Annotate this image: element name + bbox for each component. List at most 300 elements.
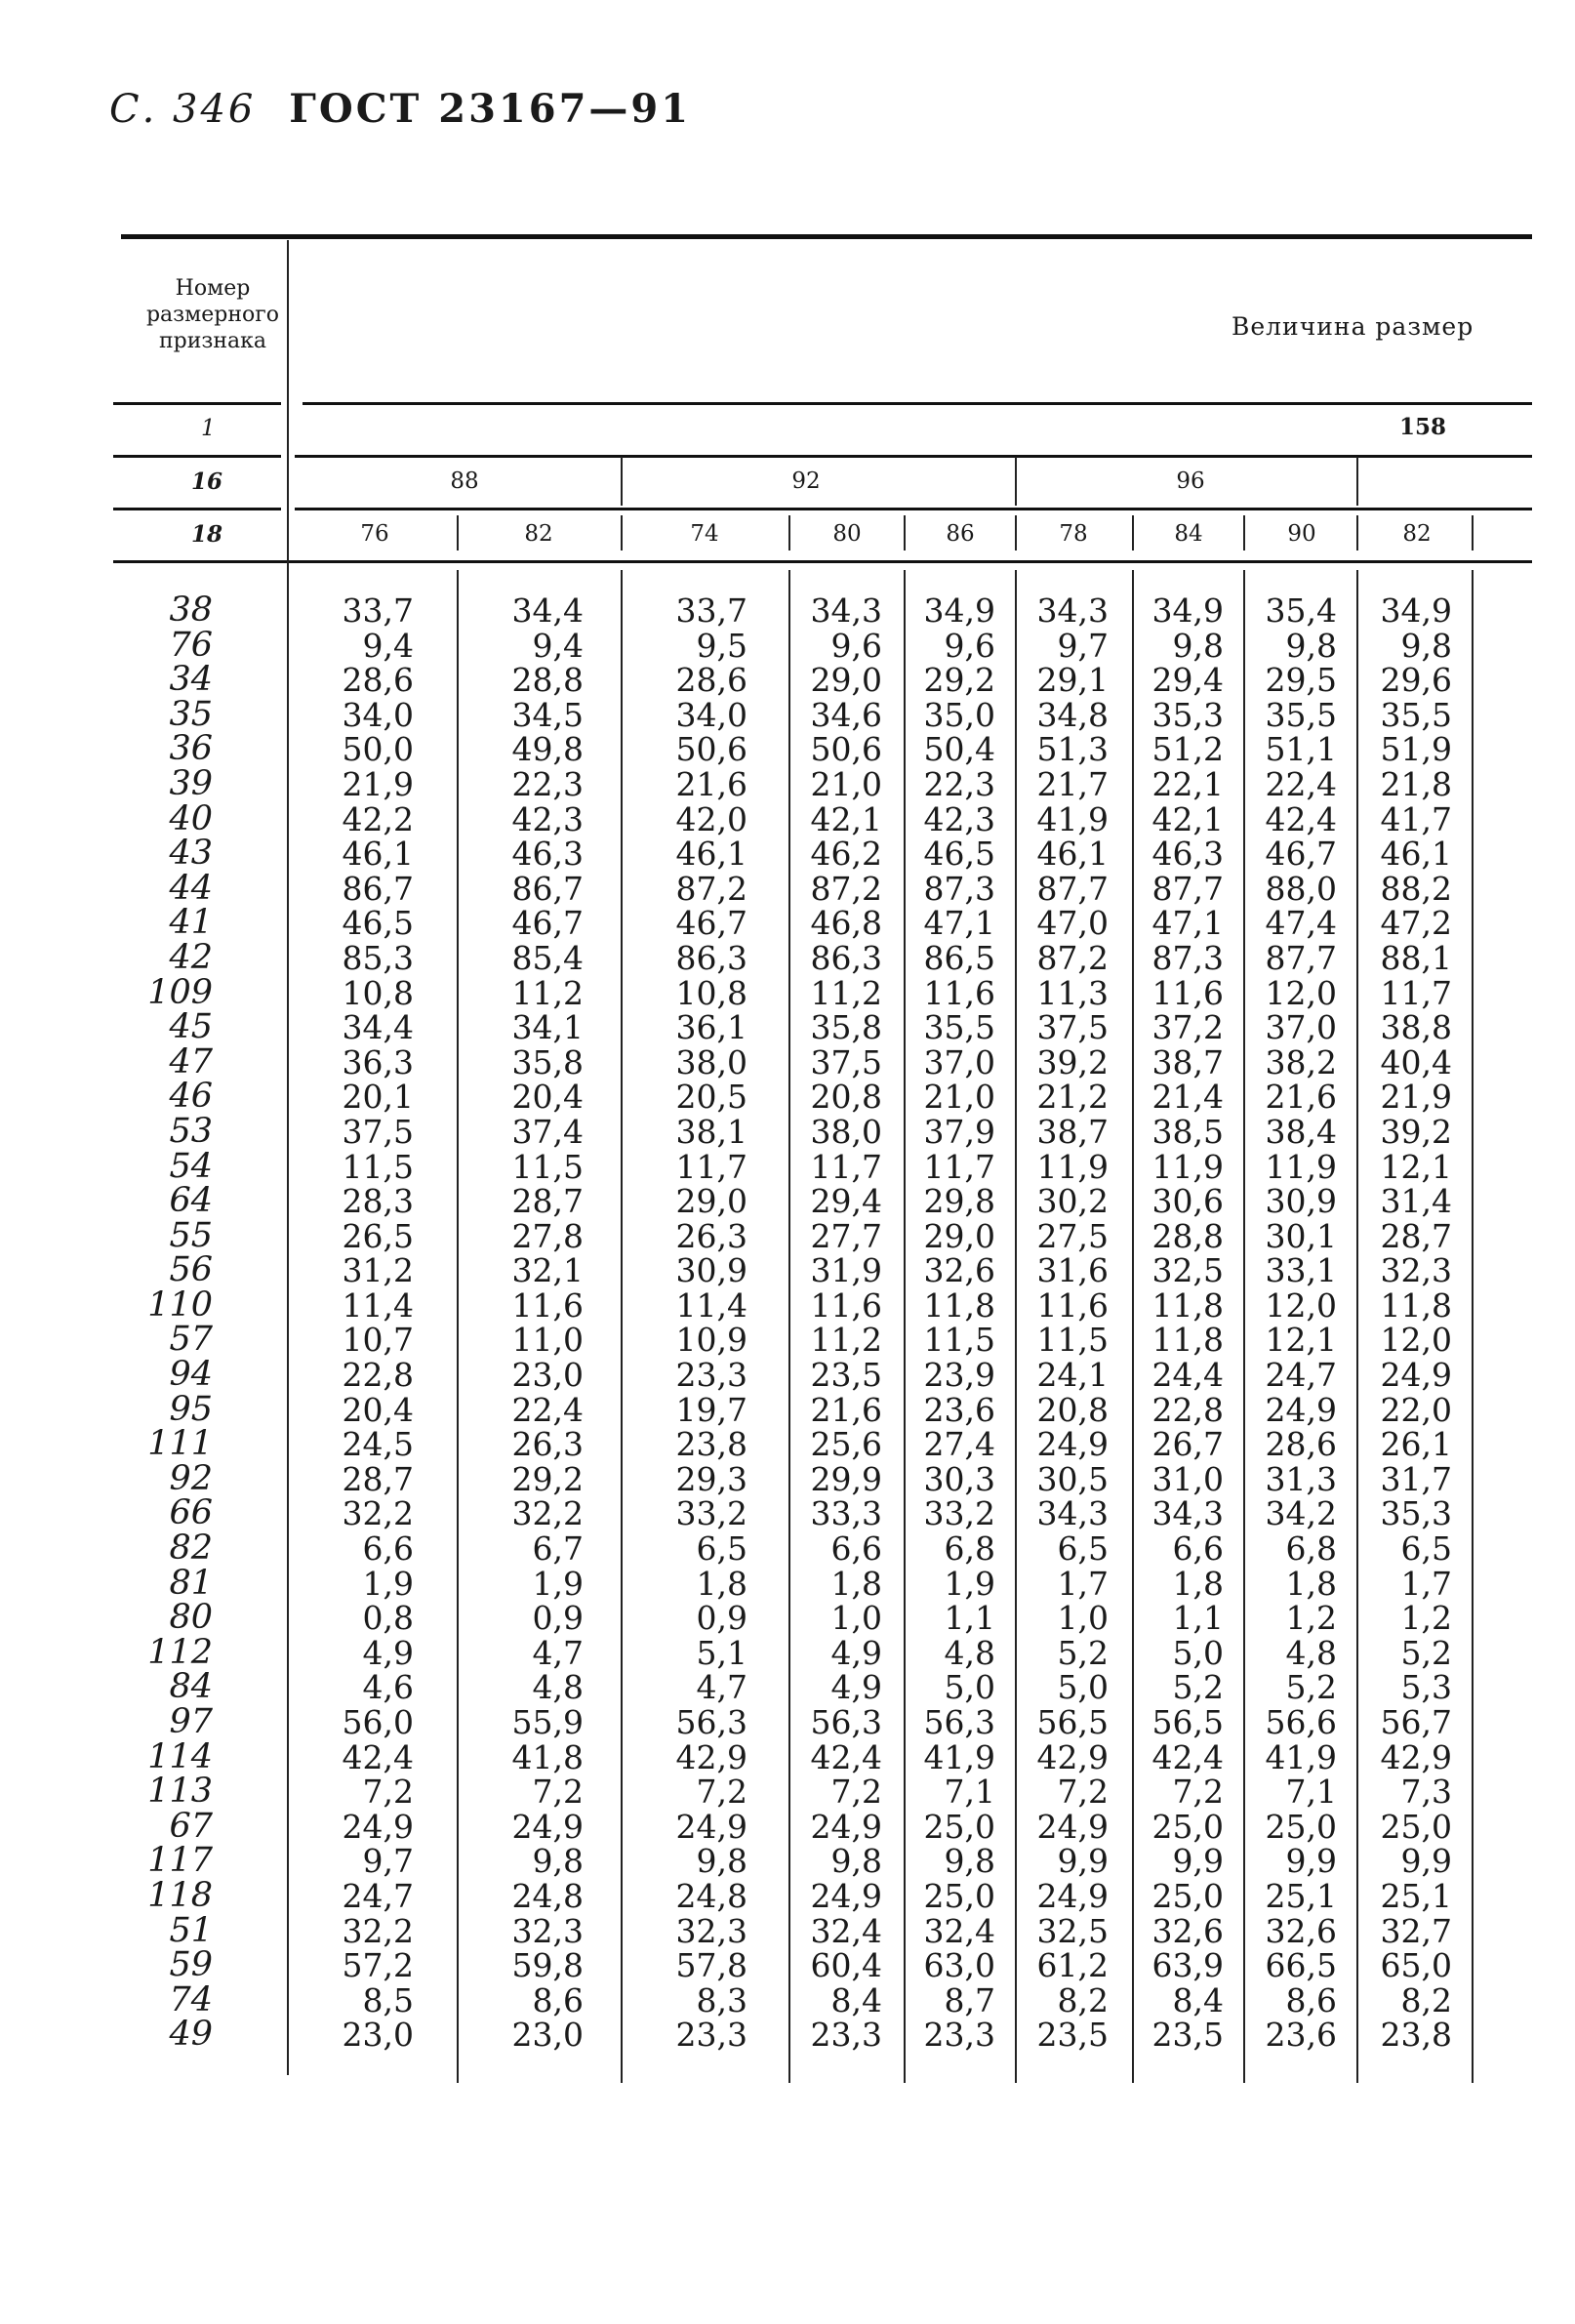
table-cell: 10,8 bbox=[342, 973, 414, 1012]
row18-label: 18 bbox=[191, 521, 223, 548]
vrule-b9 bbox=[1472, 570, 1474, 2083]
standard-code: ГОСТ 23167—91 bbox=[289, 86, 692, 132]
table-cell: 34,9 bbox=[1151, 591, 1224, 630]
table-cell: 9,9 bbox=[1172, 1842, 1224, 1881]
table-cell: 46,8 bbox=[810, 904, 882, 943]
table-cell: 46,2 bbox=[810, 835, 882, 874]
table-cell: 22,8 bbox=[1151, 1390, 1224, 1429]
row-number: 76 bbox=[169, 625, 213, 665]
table-cell: 5,2 bbox=[1057, 1633, 1109, 1672]
table-cell: 23,8 bbox=[1380, 2016, 1452, 2055]
table-cell: 24,5 bbox=[342, 1425, 414, 1464]
table-cell: 7,2 bbox=[532, 1773, 584, 1812]
table-cell: 6,5 bbox=[1057, 1529, 1109, 1569]
row-number: 66 bbox=[169, 1493, 213, 1533]
row-number: 38 bbox=[169, 591, 213, 630]
vrule-h1 bbox=[457, 515, 459, 550]
table-cell: 56,7 bbox=[1380, 1703, 1452, 1741]
table-cell: 4,9 bbox=[830, 1633, 882, 1672]
vrule-h8 bbox=[1356, 515, 1358, 550]
table-cell: 37,2 bbox=[1151, 1008, 1224, 1047]
table-cell: 42,1 bbox=[810, 799, 882, 838]
row1-label: 1 bbox=[201, 416, 216, 441]
table-cell: 9,8 bbox=[696, 1842, 747, 1881]
table-cell: 23,0 bbox=[511, 1356, 584, 1395]
vrule-h3 bbox=[788, 515, 790, 550]
table-cell: 22,1 bbox=[1151, 764, 1224, 803]
row18-value-7: 84 bbox=[1174, 521, 1203, 547]
row-number: 40 bbox=[169, 798, 213, 838]
table-cell: 60,4 bbox=[810, 1946, 882, 1985]
table-cell: 37,9 bbox=[923, 1112, 995, 1151]
table-cell: 21,9 bbox=[342, 764, 414, 803]
table-cell: 28,3 bbox=[342, 1182, 414, 1221]
table-cell: 11,0 bbox=[511, 1321, 584, 1360]
vrule-h5 bbox=[1015, 515, 1017, 550]
table-cell: 42,4 bbox=[342, 1737, 414, 1776]
table-cell: 32,6 bbox=[923, 1251, 995, 1290]
row-number: 109 bbox=[147, 972, 213, 1012]
table-cell: 9,8 bbox=[532, 1842, 584, 1881]
table-cell: 35,3 bbox=[1151, 695, 1224, 734]
table-cell: 25,0 bbox=[923, 1807, 995, 1846]
row-number: 81 bbox=[169, 1563, 213, 1603]
table-cell: 29,0 bbox=[675, 1182, 747, 1221]
row18-value-3: 74 bbox=[690, 521, 719, 547]
table-cell: 30,9 bbox=[675, 1251, 747, 1290]
table-cell: 35,0 bbox=[923, 695, 995, 734]
row-number: 35 bbox=[169, 694, 213, 734]
table-cell: 46,5 bbox=[923, 835, 995, 874]
table-cell: 35,5 bbox=[1265, 695, 1337, 734]
table-cell: 9,6 bbox=[830, 626, 882, 665]
table-cell: 29,2 bbox=[923, 661, 995, 700]
table-cell: 23,8 bbox=[675, 1425, 747, 1464]
table-cell: 51,2 bbox=[1151, 730, 1224, 769]
table-cell: 32,3 bbox=[1380, 1251, 1452, 1290]
vrule-h4 bbox=[904, 515, 906, 550]
table-cell: 39,2 bbox=[1036, 1042, 1109, 1081]
table-cell: 42,9 bbox=[675, 1737, 747, 1776]
table-cell: 12,1 bbox=[1265, 1321, 1337, 1360]
table-cell: 24,9 bbox=[675, 1807, 747, 1846]
table-cell: 37,5 bbox=[1036, 1008, 1109, 1047]
table-cell: 86,3 bbox=[810, 938, 882, 977]
row-number: 112 bbox=[147, 1632, 213, 1672]
rule-row16-right bbox=[295, 508, 1532, 510]
table-cell: 11,6 bbox=[1151, 973, 1224, 1012]
table-cell: 47,1 bbox=[1151, 904, 1224, 943]
rule-row1-right bbox=[295, 455, 1532, 458]
table-cell: 34,0 bbox=[675, 695, 747, 734]
table-cell: 24,9 bbox=[342, 1807, 414, 1846]
table-cell: 29,8 bbox=[923, 1182, 995, 1221]
table-cell: 47,4 bbox=[1265, 904, 1337, 943]
table-cell: 34,3 bbox=[1036, 591, 1109, 630]
table-cell: 40,4 bbox=[1380, 1042, 1452, 1081]
table-cell: 5,0 bbox=[1172, 1633, 1224, 1672]
table-cell: 21,7 bbox=[1036, 764, 1109, 803]
table-cell: 87,3 bbox=[1151, 938, 1224, 977]
table-cell: 6,6 bbox=[830, 1529, 882, 1569]
table-cell: 7,2 bbox=[1172, 1773, 1224, 1812]
table-cell: 33,2 bbox=[923, 1494, 995, 1533]
table-cell: 6,5 bbox=[696, 1529, 747, 1569]
row-number: 49 bbox=[169, 2015, 213, 2055]
table-cell: 88,1 bbox=[1380, 938, 1452, 977]
row-number: 57 bbox=[169, 1320, 213, 1360]
table-cell: 9,7 bbox=[1057, 626, 1109, 665]
table-cell: 1,9 bbox=[532, 1564, 584, 1603]
table-cell: 11,5 bbox=[342, 1147, 414, 1186]
table-cell: 27,5 bbox=[1036, 1216, 1109, 1255]
table-cell: 38,8 bbox=[1380, 1008, 1452, 1047]
table-cell: 50,6 bbox=[675, 730, 747, 769]
table-cell: 1,2 bbox=[1400, 1599, 1452, 1638]
table-cell: 28,8 bbox=[511, 661, 584, 700]
table-cell: 24,8 bbox=[675, 1876, 747, 1915]
table-cell: 11,6 bbox=[1036, 1285, 1109, 1325]
table-cell: 42,0 bbox=[675, 799, 747, 838]
table-cell: 23,3 bbox=[675, 1356, 747, 1395]
table-cell: 38,2 bbox=[1265, 1042, 1337, 1081]
row-number: 80 bbox=[169, 1598, 213, 1638]
table-cell: 11,2 bbox=[810, 1321, 882, 1360]
table-cell: 23,3 bbox=[810, 2016, 882, 2055]
table-cell: 7,1 bbox=[1285, 1773, 1337, 1812]
data-column-9 bbox=[1354, 593, 1452, 2053]
rule-row18 bbox=[113, 560, 1532, 563]
table-cell: 33,1 bbox=[1265, 1251, 1337, 1290]
table-cell: 11,5 bbox=[511, 1147, 584, 1186]
rule-row1-left bbox=[113, 455, 281, 458]
row16-value-1: 88 bbox=[450, 469, 479, 494]
table-cell: 11,9 bbox=[1151, 1147, 1224, 1186]
table-cell: 87,2 bbox=[675, 869, 747, 908]
table-cell: 34,8 bbox=[1036, 695, 1109, 734]
table-cell: 11,2 bbox=[511, 973, 584, 1012]
row-number: 84 bbox=[169, 1667, 213, 1707]
table-cell: 9,9 bbox=[1400, 1842, 1452, 1881]
table-cell: 46,7 bbox=[1265, 835, 1337, 874]
table-cell: 6,8 bbox=[944, 1529, 995, 1569]
table-cell: 47,0 bbox=[1036, 904, 1109, 943]
table-cell: 57,2 bbox=[342, 1946, 414, 1985]
table-cell: 20,5 bbox=[675, 1078, 747, 1117]
vrule-h7 bbox=[1243, 515, 1245, 550]
table-cell: 22,4 bbox=[1265, 764, 1337, 803]
table-cell: 24,1 bbox=[1036, 1356, 1109, 1395]
table-cell: 33,2 bbox=[675, 1494, 747, 1533]
row-number: 43 bbox=[169, 834, 213, 874]
row-number: 34 bbox=[169, 660, 213, 700]
row-number: 46 bbox=[169, 1077, 213, 1117]
table-cell: 46,1 bbox=[342, 835, 414, 874]
table-cell: 32,5 bbox=[1036, 1911, 1109, 1950]
table-cell: 36,3 bbox=[342, 1042, 414, 1081]
table-cell: 56,5 bbox=[1036, 1703, 1109, 1741]
table-cell: 28,6 bbox=[342, 661, 414, 700]
data-column-3 bbox=[650, 593, 747, 2053]
table-cell: 5,0 bbox=[1057, 1668, 1109, 1707]
table-cell: 30,5 bbox=[1036, 1459, 1109, 1498]
table-cell: 24,9 bbox=[1036, 1876, 1109, 1915]
table-cell: 24,9 bbox=[1036, 1807, 1109, 1846]
row1-value: 158 bbox=[1399, 414, 1447, 440]
table-cell: 21,2 bbox=[1036, 1078, 1109, 1117]
table-cell: 30,2 bbox=[1036, 1182, 1109, 1221]
row-number: 39 bbox=[169, 763, 213, 803]
table-cell: 32,2 bbox=[342, 1911, 414, 1950]
table-cell: 11,4 bbox=[342, 1285, 414, 1325]
data-column-1 bbox=[316, 593, 414, 2053]
table-cell: 29,3 bbox=[675, 1459, 747, 1498]
table-cell: 19,7 bbox=[675, 1390, 747, 1429]
table-cell: 24,8 bbox=[511, 1876, 584, 1915]
table-cell: 9,8 bbox=[830, 1842, 882, 1881]
table-cell: 9,9 bbox=[1285, 1842, 1337, 1881]
table-cell: 5,1 bbox=[696, 1633, 747, 1672]
table-cell: 32,2 bbox=[511, 1494, 584, 1533]
row18-value-2: 82 bbox=[524, 521, 553, 547]
table-cell: 11,8 bbox=[1380, 1285, 1452, 1325]
table-cell: 23,6 bbox=[1265, 2016, 1337, 2055]
table-cell: 88,2 bbox=[1380, 869, 1452, 908]
table-cell: 42,9 bbox=[1380, 1737, 1452, 1776]
table-cell: 38,1 bbox=[675, 1112, 747, 1151]
table-cell: 11,7 bbox=[1380, 973, 1452, 1012]
table-cell: 86,3 bbox=[675, 938, 747, 977]
table-cell: 4,7 bbox=[532, 1633, 584, 1672]
row-number: 94 bbox=[169, 1355, 213, 1395]
row-header-label: Номер размерного признака bbox=[145, 276, 280, 353]
table-cell: 47,2 bbox=[1380, 904, 1452, 943]
table-cell: 9,4 bbox=[532, 626, 584, 665]
table-cell: 85,3 bbox=[342, 938, 414, 977]
table-cell: 29,4 bbox=[1151, 661, 1224, 700]
table-cell: 34,5 bbox=[511, 695, 584, 734]
row16-value-2: 92 bbox=[791, 469, 821, 494]
table-cell: 9,5 bbox=[696, 626, 747, 665]
table-cell: 11,5 bbox=[923, 1321, 995, 1360]
table-cell: 12,0 bbox=[1265, 1285, 1337, 1325]
table-cell: 28,6 bbox=[1265, 1425, 1337, 1464]
table-cell: 23,3 bbox=[675, 2016, 747, 2055]
table-cell: 34,4 bbox=[342, 1008, 414, 1047]
table-cell: 24,9 bbox=[810, 1807, 882, 1846]
table-cell: 12,1 bbox=[1380, 1147, 1452, 1186]
table-cell: 42,3 bbox=[923, 799, 995, 838]
table-cell: 55,9 bbox=[511, 1703, 584, 1741]
table-cell: 32,3 bbox=[511, 1911, 584, 1950]
table-cell: 8,2 bbox=[1057, 1980, 1109, 2019]
table-cell: 46,3 bbox=[511, 835, 584, 874]
table-cell: 23,3 bbox=[923, 2016, 995, 2055]
vrule-b2 bbox=[621, 570, 623, 2083]
table-cell: 46,1 bbox=[1036, 835, 1109, 874]
table-cell: 11,6 bbox=[511, 1285, 584, 1325]
table-cell: 21,6 bbox=[1265, 1078, 1337, 1117]
table-cell: 8,7 bbox=[944, 1980, 995, 2019]
table-cell: 34,3 bbox=[1036, 1494, 1109, 1533]
table-cell: 57,8 bbox=[675, 1946, 747, 1985]
row-number: 82 bbox=[169, 1529, 213, 1569]
table-cell: 7,2 bbox=[362, 1773, 414, 1812]
table-cell: 38,5 bbox=[1151, 1112, 1224, 1151]
table-cell: 28,7 bbox=[1380, 1216, 1452, 1255]
table-cell: 42,1 bbox=[1151, 799, 1224, 838]
group-title: Величина размер bbox=[1232, 312, 1474, 341]
table-cell: 86,7 bbox=[342, 869, 414, 908]
table-cell: 56,3 bbox=[923, 1703, 995, 1741]
row-number: 59 bbox=[169, 1945, 213, 1985]
table-cell: 1,2 bbox=[1285, 1599, 1337, 1638]
table-cell: 35,8 bbox=[810, 1008, 882, 1047]
table-cell: 30,3 bbox=[923, 1459, 995, 1498]
table-cell: 24,9 bbox=[1380, 1356, 1452, 1395]
table-cell: 37,0 bbox=[1265, 1008, 1337, 1047]
table-cell: 21,0 bbox=[810, 764, 882, 803]
table-cell: 30,6 bbox=[1151, 1182, 1224, 1221]
table-cell: 7,3 bbox=[1400, 1773, 1452, 1812]
row-number: 118 bbox=[147, 1875, 213, 1915]
table-cell: 31,2 bbox=[342, 1251, 414, 1290]
table-cell: 11,7 bbox=[675, 1147, 747, 1186]
table-cell: 11,4 bbox=[675, 1285, 747, 1325]
table-cell: 56,3 bbox=[810, 1703, 882, 1741]
table-cell: 38,4 bbox=[1265, 1112, 1337, 1151]
table-cell: 24,9 bbox=[810, 1876, 882, 1915]
table-cell: 33,7 bbox=[342, 591, 414, 630]
table-cell: 9,8 bbox=[1285, 626, 1337, 665]
table-cell: 11,8 bbox=[1151, 1285, 1224, 1325]
row-number: 114 bbox=[147, 1736, 213, 1776]
table-cell: 34,9 bbox=[923, 591, 995, 630]
table-cell: 24,7 bbox=[1265, 1356, 1337, 1395]
table-cell: 38,0 bbox=[810, 1112, 882, 1151]
row-number: 64 bbox=[169, 1181, 213, 1221]
table-cell: 50,0 bbox=[342, 730, 414, 769]
table-cell: 5,2 bbox=[1285, 1668, 1337, 1707]
data-column-7 bbox=[1126, 593, 1224, 2053]
table-cell: 32,5 bbox=[1151, 1251, 1224, 1290]
table-cell: 1,8 bbox=[1172, 1564, 1224, 1603]
row18-value-6: 78 bbox=[1059, 521, 1088, 547]
table-cell: 1,8 bbox=[1285, 1564, 1337, 1603]
table-cell: 34,1 bbox=[511, 1008, 584, 1047]
row-number: 111 bbox=[147, 1424, 213, 1464]
table-cell: 28,7 bbox=[511, 1182, 584, 1221]
table-cell: 31,4 bbox=[1380, 1182, 1452, 1221]
table-cell: 35,5 bbox=[923, 1008, 995, 1047]
table-cell: 1,0 bbox=[1057, 1599, 1109, 1638]
table-cell: 88,0 bbox=[1265, 869, 1337, 908]
row-number: 97 bbox=[169, 1702, 213, 1741]
data-column-6 bbox=[1011, 593, 1109, 2053]
table-cell: 42,9 bbox=[1036, 1737, 1109, 1776]
row-number: 117 bbox=[147, 1841, 213, 1881]
table-cell: 28,6 bbox=[675, 661, 747, 700]
row-number: 113 bbox=[147, 1772, 213, 1812]
table-cell: 21,0 bbox=[923, 1078, 995, 1117]
table-cell: 32,7 bbox=[1380, 1911, 1452, 1950]
table-cell: 38,7 bbox=[1151, 1042, 1224, 1081]
table-cell: 37,4 bbox=[511, 1112, 584, 1151]
row18-value-5: 86 bbox=[946, 521, 975, 547]
rule-row16-left bbox=[113, 508, 281, 510]
table-cell: 32,2 bbox=[342, 1494, 414, 1533]
table-cell: 31,6 bbox=[1036, 1251, 1109, 1290]
table-cell: 31,9 bbox=[810, 1251, 882, 1290]
table-cell: 6,6 bbox=[362, 1529, 414, 1569]
table-cell: 21,9 bbox=[1380, 1078, 1452, 1117]
table-cell: 34,6 bbox=[810, 695, 882, 734]
row-number: 92 bbox=[169, 1458, 213, 1498]
table-cell: 25,0 bbox=[1380, 1807, 1452, 1846]
table-cell: 9,7 bbox=[362, 1842, 414, 1881]
table-cell: 23,9 bbox=[923, 1356, 995, 1395]
row-number: 110 bbox=[147, 1284, 213, 1325]
table-cell: 0,9 bbox=[696, 1599, 747, 1638]
row-number: 95 bbox=[169, 1389, 213, 1429]
table-cell: 36,1 bbox=[675, 1008, 747, 1047]
vrule-h2 bbox=[621, 515, 623, 550]
table-cell: 11,7 bbox=[923, 1147, 995, 1186]
table-cell: 29,1 bbox=[1036, 661, 1109, 700]
table-cell: 11,3 bbox=[1036, 973, 1109, 1012]
table-cell: 51,1 bbox=[1265, 730, 1337, 769]
vrule-h9 bbox=[1472, 515, 1474, 550]
row-number: 36 bbox=[169, 729, 213, 769]
table-cell: 11,6 bbox=[810, 1285, 882, 1325]
table-cell: 5,2 bbox=[1172, 1668, 1224, 1707]
table-cell: 46,3 bbox=[1151, 835, 1224, 874]
table-cell: 12,0 bbox=[1380, 1321, 1452, 1360]
rule-header-bottom-right bbox=[303, 402, 1532, 405]
table-cell: 66,5 bbox=[1265, 1946, 1337, 1985]
table-cell: 1,1 bbox=[944, 1599, 995, 1638]
table-cell: 33,7 bbox=[675, 591, 747, 630]
page-header bbox=[109, 86, 691, 132]
table-cell: 56,5 bbox=[1151, 1703, 1224, 1741]
table-cell: 24,9 bbox=[511, 1807, 584, 1846]
table-cell: 37,5 bbox=[342, 1112, 414, 1151]
table-cell: 50,6 bbox=[810, 730, 882, 769]
table-cell: 41,9 bbox=[1265, 1737, 1337, 1776]
table-cell: 35,3 bbox=[1380, 1494, 1452, 1533]
table-cell: 38,7 bbox=[1036, 1112, 1109, 1151]
table-cell: 25,1 bbox=[1265, 1876, 1337, 1915]
table-cell: 46,5 bbox=[342, 904, 414, 943]
table-cell: 21,6 bbox=[675, 764, 747, 803]
table-cell: 20,4 bbox=[511, 1078, 584, 1117]
table-cell: 21,6 bbox=[810, 1390, 882, 1429]
table-cell: 29,0 bbox=[923, 1216, 995, 1255]
table-cell: 41,7 bbox=[1380, 799, 1452, 838]
row16-value-3: 96 bbox=[1176, 469, 1205, 494]
table-cell: 9,6 bbox=[944, 626, 995, 665]
table-cell: 8,5 bbox=[362, 1980, 414, 2019]
table-cell: 28,8 bbox=[1151, 1216, 1224, 1255]
table-cell: 7,2 bbox=[830, 1773, 882, 1812]
table-cell: 1,9 bbox=[944, 1564, 995, 1603]
table-cell: 25,0 bbox=[1265, 1807, 1337, 1846]
table-cell: 28,7 bbox=[342, 1459, 414, 1498]
table-cell: 1,7 bbox=[1400, 1564, 1452, 1603]
row-number: 45 bbox=[169, 1007, 213, 1047]
data-column-5 bbox=[898, 593, 995, 2053]
table-cell: 87,7 bbox=[1151, 869, 1224, 908]
